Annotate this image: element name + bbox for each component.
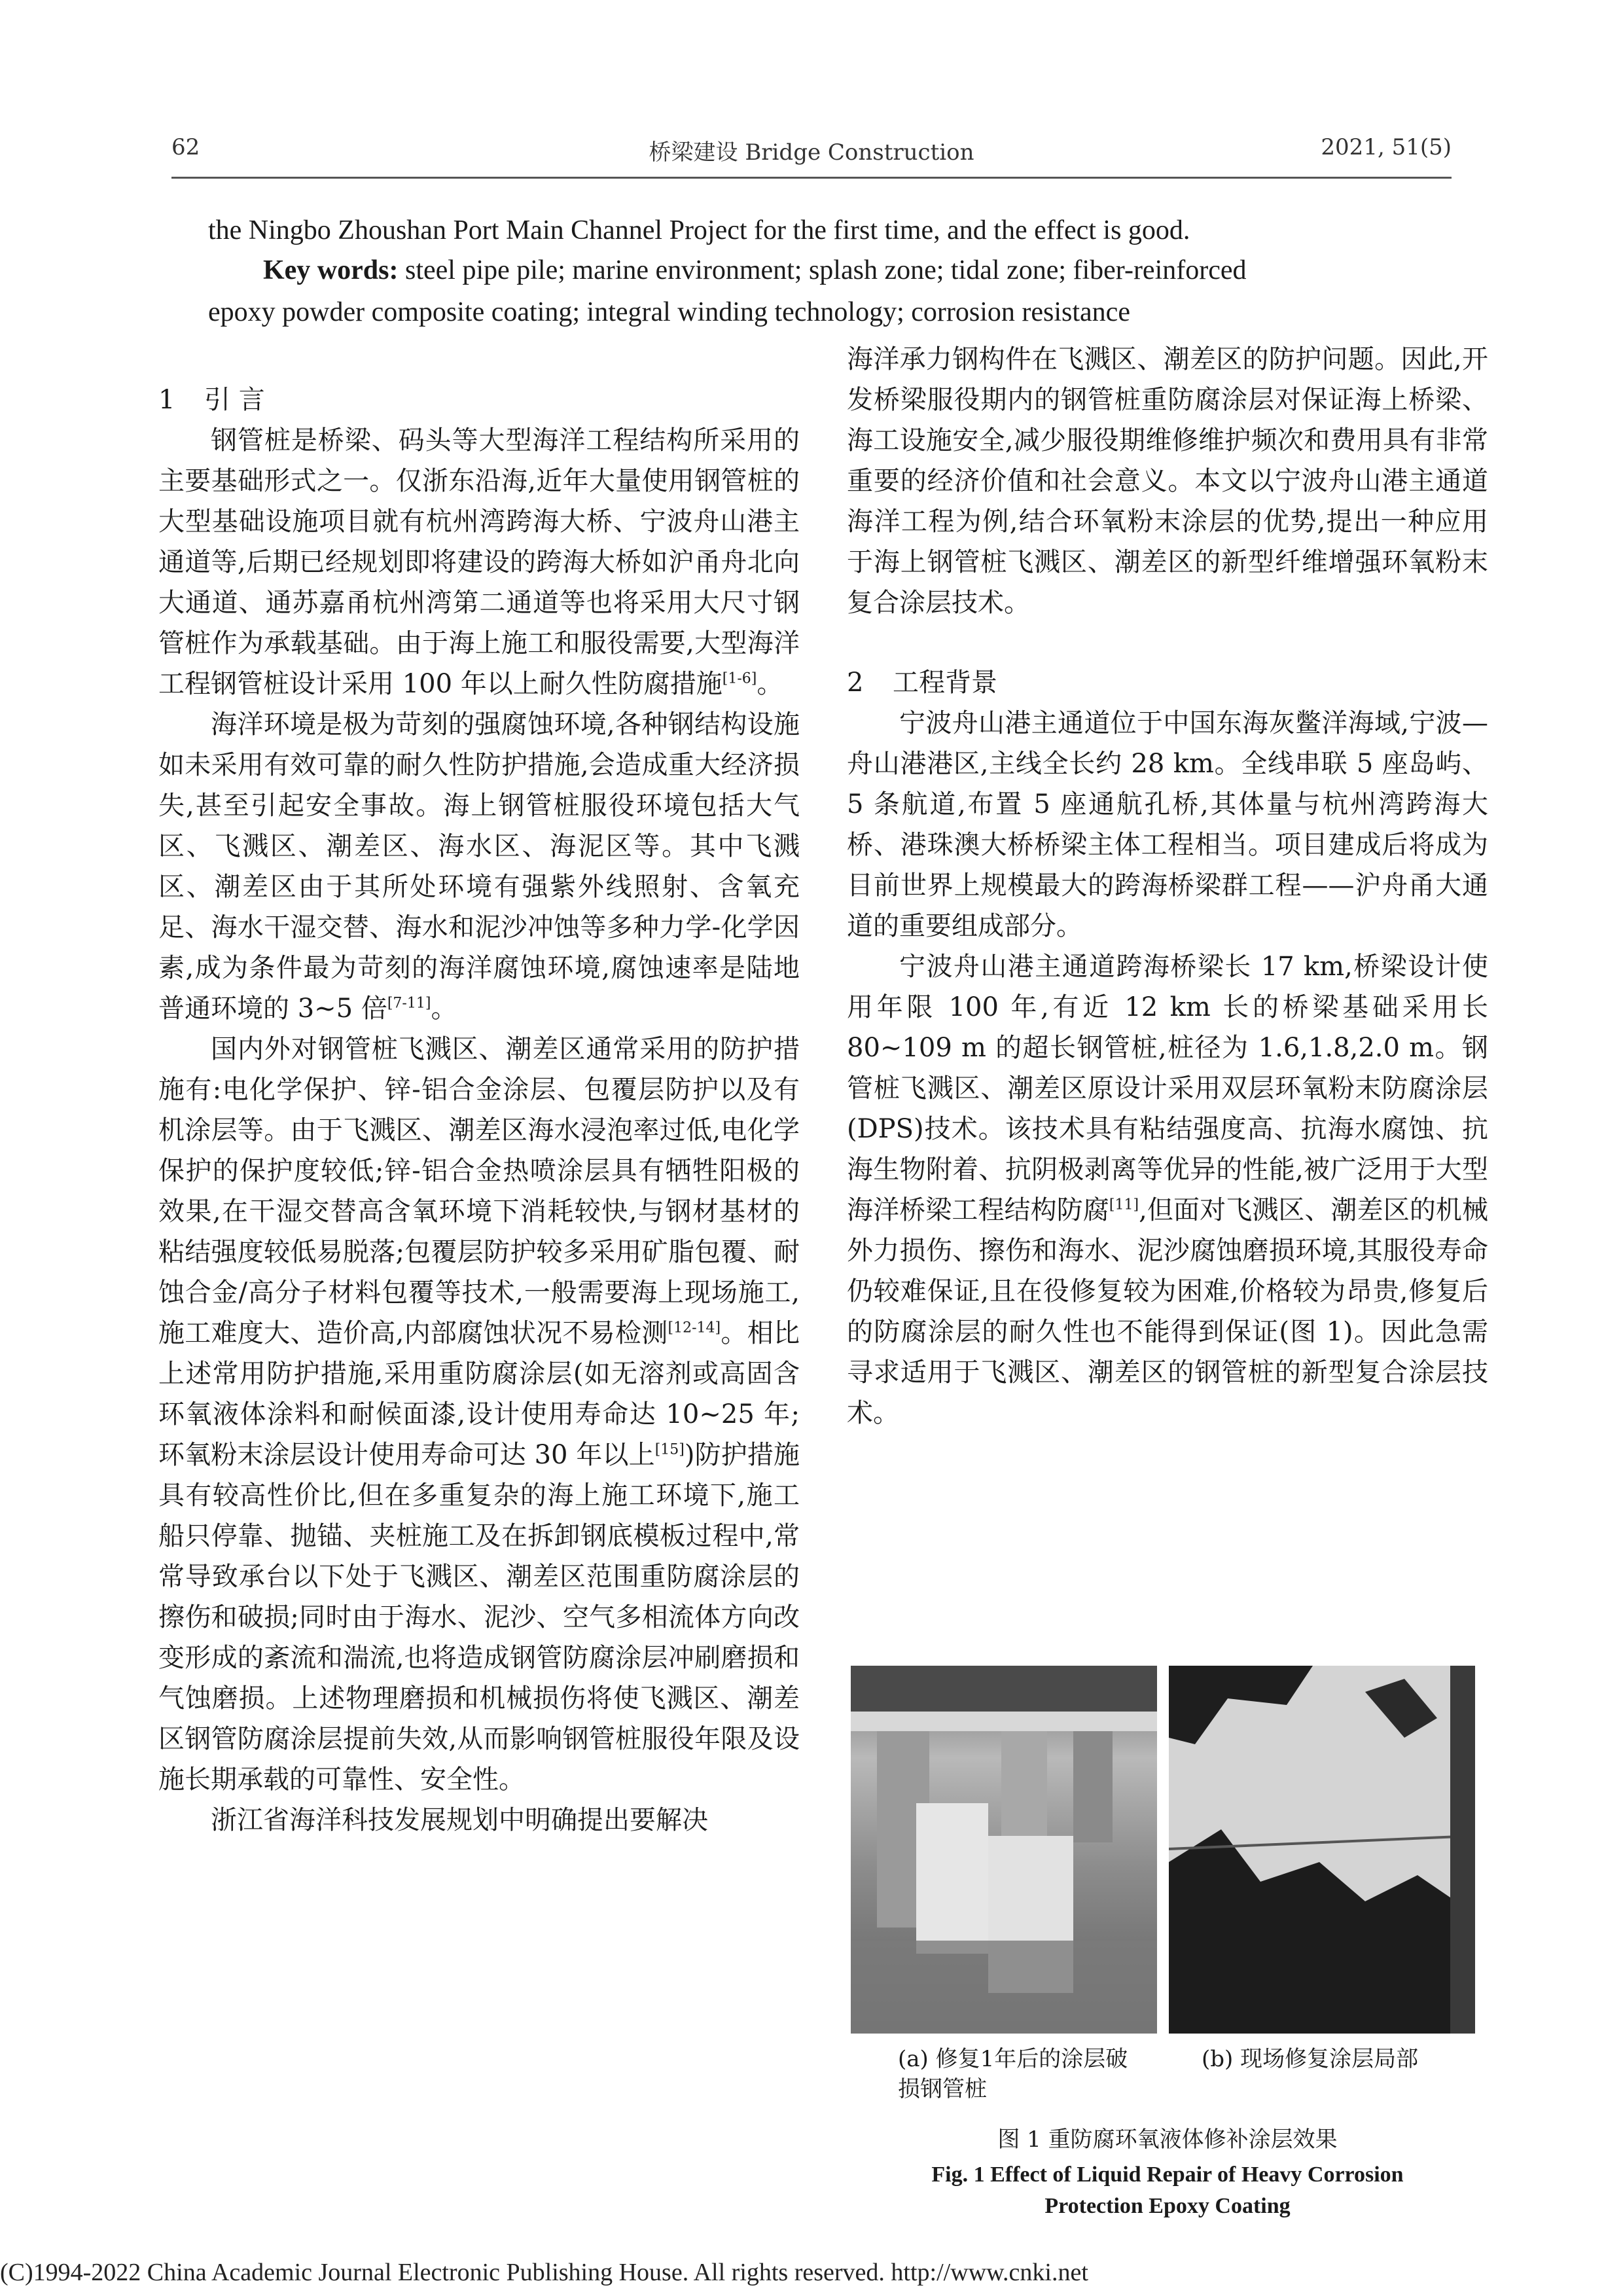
section-1-title: 引 言 [204,385,265,415]
figure-title-en [847,2159,1488,2222]
citation: [11] [1109,1196,1139,1213]
section-1-number: 1 [158,385,175,415]
left-column [158,380,800,1840]
paragraph: 海洋环境是极为苛刻的强腐蚀环境,各种钢结构设施如未采用有效可靠的耐久性防护措施,会造成重大经济损失,甚至引起安全事故。海上钢管桩服役环境包括大气区、飞溅区、潮差区、海水区、海泥区等。其中飞溅区、潮差区由于其所处环境有强紫外线照射、含氧充足、海水干湿交替、海水和泥沙冲蚀等多种力学-化学因素,成为条件最为苛刻的海洋腐蚀环境,腐蚀速率是陆地普通环境的 3~5 倍[7-11]。 [158,709,800,1024]
keywords-label: Key words: [263,255,399,285]
photo-a-illustration [851,1666,1157,2034]
photo-repair-detail [1169,1666,1475,2034]
running-header-issue: 2021, 51(5) [1321,134,1452,160]
citation: [1-6] [722,670,757,687]
figure-caption-a: (a) 修复1年后的涂层破损钢管桩 [898,2046,1128,2102]
section-2-heading [847,662,1488,703]
paragraph: 宁波舟山港主通道位于中国东海灰鳖洋海域,宁波—舟山港港区,主线全长约 28 km。全线串联 5 座岛屿、5 条航道,布置 5 座通航孔桥,其体量与杭州湾跨海大桥、港珠澳大桥桥梁主体工程相当。项目建成后将成为目前世界上规模最大的跨海桥梁群工程——沪舟甬大通道的重要组成部分。 [847,708,1488,941]
section-2-title: 工程背景 [893,668,997,698]
keywords-text-1: steel pipe pile; marine environment; splash zone; tidal zone; fiber-reinforced [404,255,1247,285]
keywords-line [263,251,1454,290]
page-number: 62 [171,134,200,160]
paragraph-continued: 海洋承力钢构件在飞溅区、潮差区的防护问题。因此,开发桥梁服役期内的钢管桩重防腐涂层对保证海上桥梁、海工设施安全,减少服役期维修维护频次和费用具有非常重要的经济价值和社会意义。本文以宁波舟山港主通道海洋工程为例,结合环氧粉末涂层的优势,提出一种应用于海上钢管桩飞溅区、潮差区的新型纤维增强环氧粉末复合涂层技术。 [847,344,1488,618]
figure-title-en-line-2: Protection Epoxy Coating [1044,2194,1291,2218]
section-1-heading [158,380,800,420]
photo-damaged-pile [851,1666,1157,2034]
citation: [7-11] [387,995,431,1012]
photo-b-illustration [1169,1666,1475,2034]
paragraph: 国内外对钢管桩飞溅区、潮差区通常采用的防护措施有:电化学保护、锌-铝合金涂层、包覆层防护以及有机涂层等。由于飞溅区、潮差区海水浸泡率过低,电化学保护的保护度较低;锌-铝合金热喷涂层具有牺牲阳极的效果,在干湿交替高含氧环境下消耗较快,与钢材基材的粘结强度较低易脱落;包覆层防护较多采用矿脂包覆、耐蚀合金/高分子材料包覆等技术,一般需要海上现场施工,施工难度大、造价高,内部腐蚀状况不易检测[12-14]。相比上述常用防护措施,采用重防腐涂层(如无溶剂或高固含环氧液体涂料和耐候面漆,设计使用寿命达 10~25 年;环氧粉末涂层设计使用寿命可达 30 年以上[15])防护措施具有较高性价比,但在多重复杂的海上施工环境下,施工船只停靠、抛锚、夹桩施工及在拆卸钢底模板过程中,常常导致承台以下处于飞溅区、潮差区范围重防腐涂层的擦伤和破损;同时由于海水、泥沙、空气多相流体方向改变形成的紊流和湍流,也将造成钢管防腐涂层冲刷磨损和气蚀磨损。上述物理磨损和机械损伤将使飞溅区、潮差区钢管防腐涂层提前失效,从而影响钢管桩服役年限及设施长期承载的可靠性、安全性。 [158,1034,800,1795]
copyright-footer: (C)1994-2022 China Academic Journal Electronic Publishing House. All rights reserved. http://www.cnki.net [0,2259,1088,2286]
paragraph: 宁波舟山港主通道跨海桥梁长 17 km,桥梁设计使用年限 100 年,有近 12 km 长的桥梁基础采用长 80~109 m 的超长钢管桩,桩径为 1.6,1.8,2.0 m。钢管桩飞溅区、潮差区原设计采用双层环氧粉末防腐涂层(DPS)技术。该技术具有粘结强度高、抗海水腐蚀、抗海生物附着、抗阴极剥离等优异的性能,被广泛用于大型海洋桥梁工程结构防腐[11],但面对飞溅区、潮差区的机械外力损伤、擦伤和海水、泥沙腐蚀磨损环境,其服役寿命仍较难保证,且在役修复较为困难,价格较为昂贵,修复后的防腐涂层的耐久性也不能得到保证(图 1)。因此急需寻求适用于飞溅区、潮差区的钢管桩的新型复合涂层技术。 [847,952,1489,1428]
right-column [847,339,1488,1433]
paragraph: 钢管桩是桥梁、码头等大型海洋工程结构所采用的主要基础形式之一。仅浙东沿海,近年大量使用钢管桩的大型基础设施项目就有杭州湾跨海大桥、宁波舟山港主通道等,后期已经规划即将建设的跨海大桥如沪甬舟北向大通道、通苏嘉甬杭州湾第二通道等也将采用大尺寸钢管桩作为承载基础。由于海上施工和服役需要,大型海洋工程钢管桩设计采用 100 年以上耐久性防腐措施[1-6]。 [158,425,800,699]
citation: [12-14] [668,1319,721,1336]
header-rule [171,177,1452,179]
abstract-tail: the Ningbo Zhoushan Port Main Channel Project for the first time, and the effect is good. [208,215,1190,245]
figure-title-en-line-1: Fig. 1 Effect of Liquid Repair of Heavy Corrosion [931,2162,1404,2187]
keywords-text-2: epoxy powder composite coating; integral winding technology; corrosion resistance [208,297,1130,327]
paragraph: 浙江省海洋科技发展规划中明确提出要解决 [211,1805,708,1835]
figure-title-cn: 图 1 重防腐环氧液体修补涂层效果 [997,2126,1338,2153]
running-header-journal: 桥梁建设 Bridge Construction [649,139,974,166]
section-2-number: 2 [847,668,864,698]
figure-caption-b: (b) 现场修复涂层局部 [1202,2046,1419,2072]
citation: [15] [654,1441,685,1458]
